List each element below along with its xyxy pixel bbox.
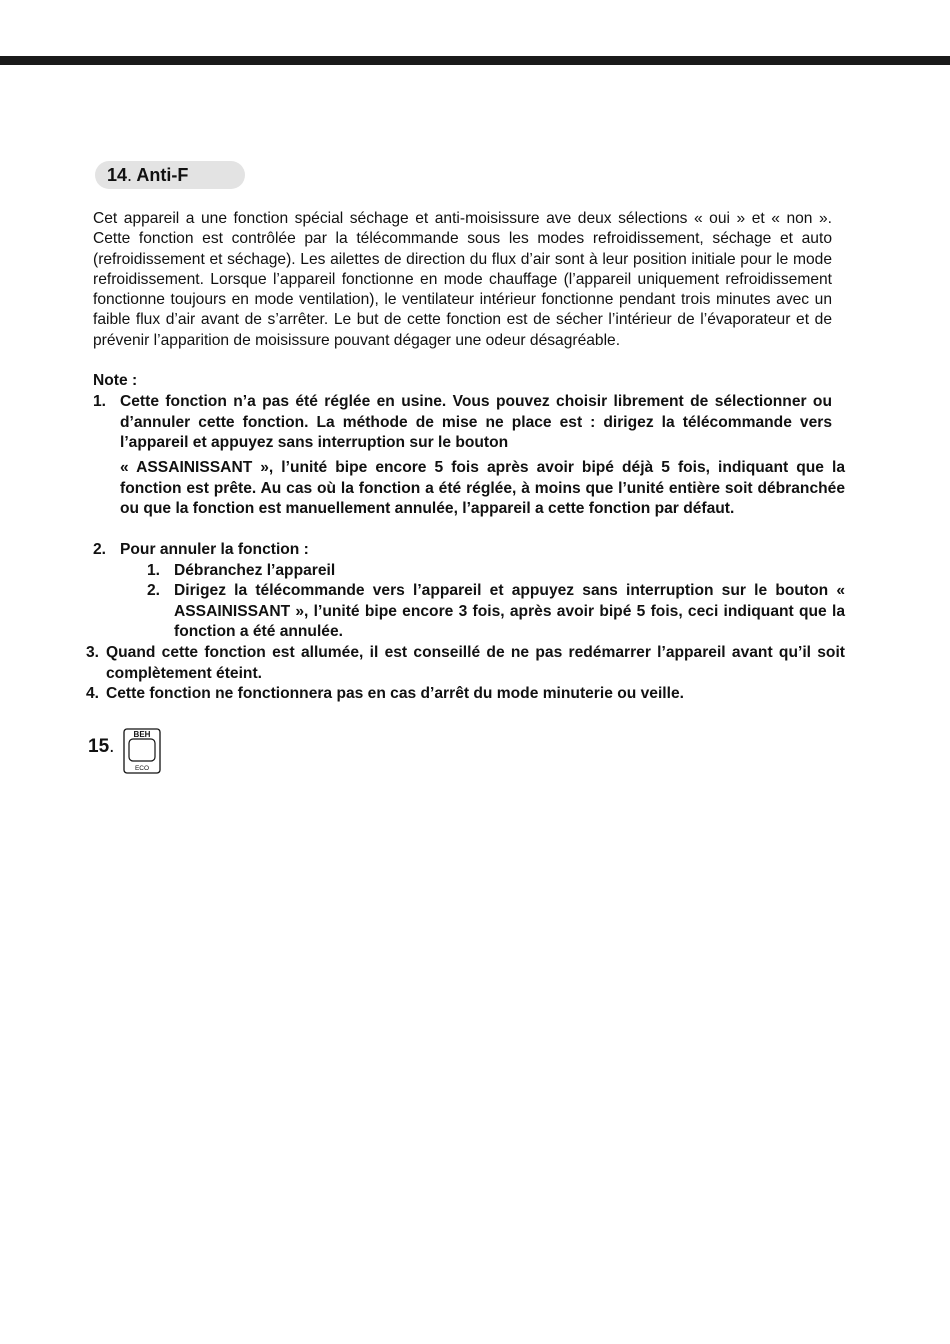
note-subitem-2-text: Dirigez la télécommande vers l’appareil et appuyez sans interruption sur le bouton « ASSAINISSANT », l’unité bipe encore 3 fois, après avoir bipé 5 fois, ceci indiquant que la fonction a été annulée. bbox=[174, 582, 845, 640]
note-item-1-continued bbox=[120, 458, 845, 520]
note-item-1-text-b: « ASSAINISSANT », l’unité bipe encore 5 fois après avoir bipé déjà 5 fois, indiquant que la fonction est prête. Au cas où la fonction a été réglée, à moins que l’unité entière soit débranchée ou que la fonction est manuellement annulée, l’appareil a cette fonction par défaut. bbox=[120, 459, 845, 517]
section-15-number: 15 bbox=[88, 736, 110, 757]
note-item-4-text: Cette fonction ne fonctionnera pas en cas d’arrêt du mode minuterie ou veille. bbox=[106, 685, 684, 702]
note-subitem-2-number: 2. bbox=[147, 582, 161, 599]
note-item-2 bbox=[93, 540, 593, 561]
note-item-4 bbox=[86, 684, 845, 705]
note-item-3-text: Quand cette fonction est allumée, il est conseillé de ne pas redémarrer l’appareil avant qu’il soit complètement éteint. bbox=[106, 644, 845, 682]
note-item-2-text: Pour annuler la fonction : bbox=[120, 541, 309, 558]
section-14-heading bbox=[95, 161, 245, 189]
note-subitem-1-number: 1. bbox=[147, 562, 161, 579]
note-item-1-text-a: Cette fonction n’a pas été réglée en usine. Vous pouvez choisir librement de sélectionner ou d’annuler cette fonction. La méthode de mise ne place est : dirigez la télécommande vers l’appareil et appuyez sans interruption sur le bouton bbox=[120, 393, 832, 451]
eco-button-top-label: ВЕН bbox=[133, 730, 151, 739]
note-subitem-1-text: Débranchez l’appareil bbox=[174, 562, 336, 579]
section-14-title: Anti-F bbox=[132, 165, 189, 185]
note-item-1-number: 1. bbox=[93, 393, 107, 410]
top-rule bbox=[0, 56, 950, 65]
eco-button-icon bbox=[123, 728, 161, 774]
note-subitem-1 bbox=[147, 561, 547, 582]
note-item-3-number: 3. bbox=[86, 644, 100, 661]
note-subitem-2 bbox=[147, 581, 845, 643]
section-15-dot: . bbox=[109, 736, 115, 757]
note-item-1 bbox=[93, 392, 832, 454]
note-item-2-number: 2. bbox=[93, 541, 107, 558]
section-14-dot: . bbox=[127, 165, 133, 185]
eco-button-bottom-label: ECO bbox=[134, 765, 150, 772]
section-14-paragraph: Cet appareil a une fonction spécial séchage et anti-moisissure ave deux sélections « oui » et « non ». Cette fonction est contrôlée par la télécommande sous les modes refroidissement, séchage et auto (refroidissement et séchage). Les ailettes de direction du flux d’air sont à leur position initiale pour le mode refroidissement. Lorsque l’appareil fonctionne en mode chauffage (l’appareil uniquement refroidissement fonctionne toujours en mode ventilation), le ventilateur intérieur fonctionne pendant trois minutes avec un faible flux d’air avant de s’arrêter. Le but de cette fonction est de sécher l’intérieur de l’évaporateur et de prévenir l’apparition de moisissure pouvant dégager une odeur désagréable. bbox=[93, 210, 832, 349]
section-14-number: 14 bbox=[107, 165, 128, 185]
note-item-4-number: 4. bbox=[86, 685, 100, 702]
section-15-number-wrap bbox=[88, 736, 114, 758]
note-item-3 bbox=[86, 643, 845, 684]
note-label: Note : bbox=[93, 372, 138, 389]
